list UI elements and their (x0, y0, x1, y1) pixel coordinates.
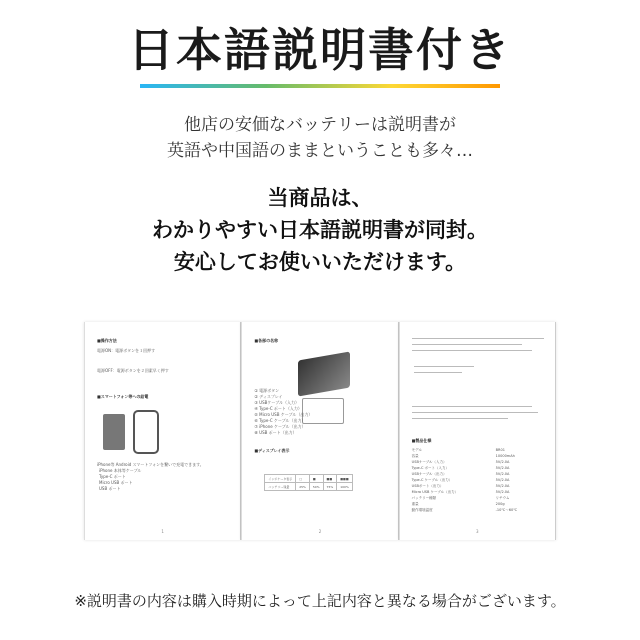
spec-label: Type-C ポート（入力） (411, 466, 450, 470)
table-cell: 50% (309, 483, 323, 491)
spec-value: 5V/2.0A (495, 466, 510, 470)
spec-label: 容量 (411, 454, 419, 458)
manual-heading: ■製品仕様 (411, 438, 432, 443)
spec-label: 重量 (411, 502, 419, 506)
part-label: ⑧ USB ポート（出力） (254, 430, 297, 435)
divider (414, 366, 474, 367)
spec-row (412, 466, 544, 471)
spec-label: USBポート（出力） (411, 484, 444, 488)
part-label: ③ USBケーブル（入力） (254, 400, 300, 405)
page-title: 日本語説明書付き (128, 23, 512, 77)
spec-row (412, 502, 544, 507)
title-underline (140, 84, 500, 88)
table-cell: 100% (337, 483, 353, 491)
divider (412, 350, 532, 351)
manual-heading: ■各部の名称 (254, 338, 279, 343)
power-bank-illustration (298, 351, 350, 396)
manual-text: Micro USB ポート (99, 480, 133, 485)
feature-line-1: 当商品は、 (267, 186, 373, 210)
spec-label: Micro USB ケーブル（出力） (411, 490, 459, 494)
spec-value: 5V/2.0A (495, 490, 510, 494)
spec-label: Type-C ケーブル（出力） (411, 478, 453, 482)
spec-row (412, 490, 544, 495)
table-cell: バッテリー残量 (265, 483, 296, 491)
spec-row (412, 454, 544, 459)
spec-value: 5V/2.0A (495, 460, 510, 464)
spec-value: リチウム (495, 496, 510, 500)
spec-value: 5V/2.0A (495, 478, 510, 482)
spec-value: 5V/2.0A (495, 484, 510, 488)
page-number: 3 (476, 529, 479, 534)
spec-label: 動作環境温度 (411, 508, 433, 512)
divider (412, 418, 508, 419)
spec-row (412, 460, 544, 465)
page-number: 1 (161, 529, 164, 534)
divider (412, 338, 544, 339)
spec-row (412, 472, 544, 477)
spec-value: 5V/2.0A (495, 472, 510, 476)
spec-row (412, 448, 544, 453)
divider (412, 412, 538, 413)
table-cell: ■■■ (337, 475, 353, 483)
part-label: ⑦ iPhone ケーブル（出力） (254, 424, 306, 429)
manual-text: iPhone 本体等ケーブル (99, 468, 142, 473)
intro-line-1: 他店の安価なバッテリーは説明書が (184, 115, 456, 135)
manual-text: Type-C ポート (99, 474, 126, 479)
spec-row (412, 496, 544, 501)
table-cell: ■■ (323, 475, 337, 483)
manual-text: USB ポート (99, 486, 121, 491)
manual-text: iPhone等 Android スマートフォンを繋いで充電できます。 (97, 462, 204, 467)
part-label: ⑤ Micro USB ケーブル（出力） (254, 412, 313, 417)
disclaimer-note: ※説明書の内容は購入時期によって上記内容と異なる場合がございます。 (74, 592, 566, 610)
spec-value: BR01 (495, 448, 505, 452)
spec-value: 200g (495, 502, 505, 506)
manual-heading: ■ディスプレイ表示 (254, 448, 290, 453)
table-cell: ■ (309, 475, 323, 483)
part-label: ④ Type-C ポート（入力） (254, 406, 302, 411)
spec-label: バッテリー種類 (411, 496, 437, 500)
manual-page-3 (399, 322, 556, 540)
table-cell: 75% (323, 483, 337, 491)
spec-label: USBケーブル（出力） (411, 472, 447, 476)
intro-text (0, 112, 640, 164)
manual-text: 電源ON：電源ボタンを１回押す (97, 348, 156, 353)
divider (414, 372, 462, 373)
spec-row (412, 478, 544, 483)
feature-line-2: わかりやすい日本語説明書が同封。 (152, 218, 488, 242)
phone-illustration (133, 410, 159, 454)
indicator-table (264, 474, 352, 491)
manual-heading: ■操作方法 (97, 338, 117, 343)
divider (412, 406, 532, 407)
phone-illustration (103, 414, 125, 450)
part-label: ⑥ Type-C ケーブル（出力） (254, 418, 306, 423)
part-label: ② ディスプレイ (254, 394, 283, 399)
feature-text (0, 182, 640, 278)
spec-label: モデル (411, 448, 422, 452)
table-cell: インジケータ表示 (265, 475, 296, 483)
manual-preview (84, 322, 556, 540)
manual-page-1 (84, 322, 241, 540)
divider (412, 344, 522, 345)
manual-text: 電源OFF：電源ボタンを２回素早く押す (97, 368, 169, 373)
manual-heading: ■スマートフォン等への給電 (97, 394, 149, 399)
page-number: 2 (318, 529, 322, 534)
spec-row (412, 508, 544, 513)
spec-row (412, 484, 544, 489)
feature-line-3: 安心してお使いいただけます。 (173, 250, 467, 274)
table-cell: 25% (296, 483, 310, 491)
spec-label: USBケーブル（入力） (411, 460, 447, 464)
manual-page-2 (241, 322, 398, 540)
part-label: ① 電源ボタン (254, 388, 280, 393)
intro-line-2: 英語や中国語のままということも多々… (167, 141, 473, 161)
spec-value: 10000mAh (495, 454, 515, 458)
table-cell: □ (296, 475, 310, 483)
spec-value: -10℃～60℃ (495, 508, 518, 512)
cable-illustration (302, 398, 344, 424)
